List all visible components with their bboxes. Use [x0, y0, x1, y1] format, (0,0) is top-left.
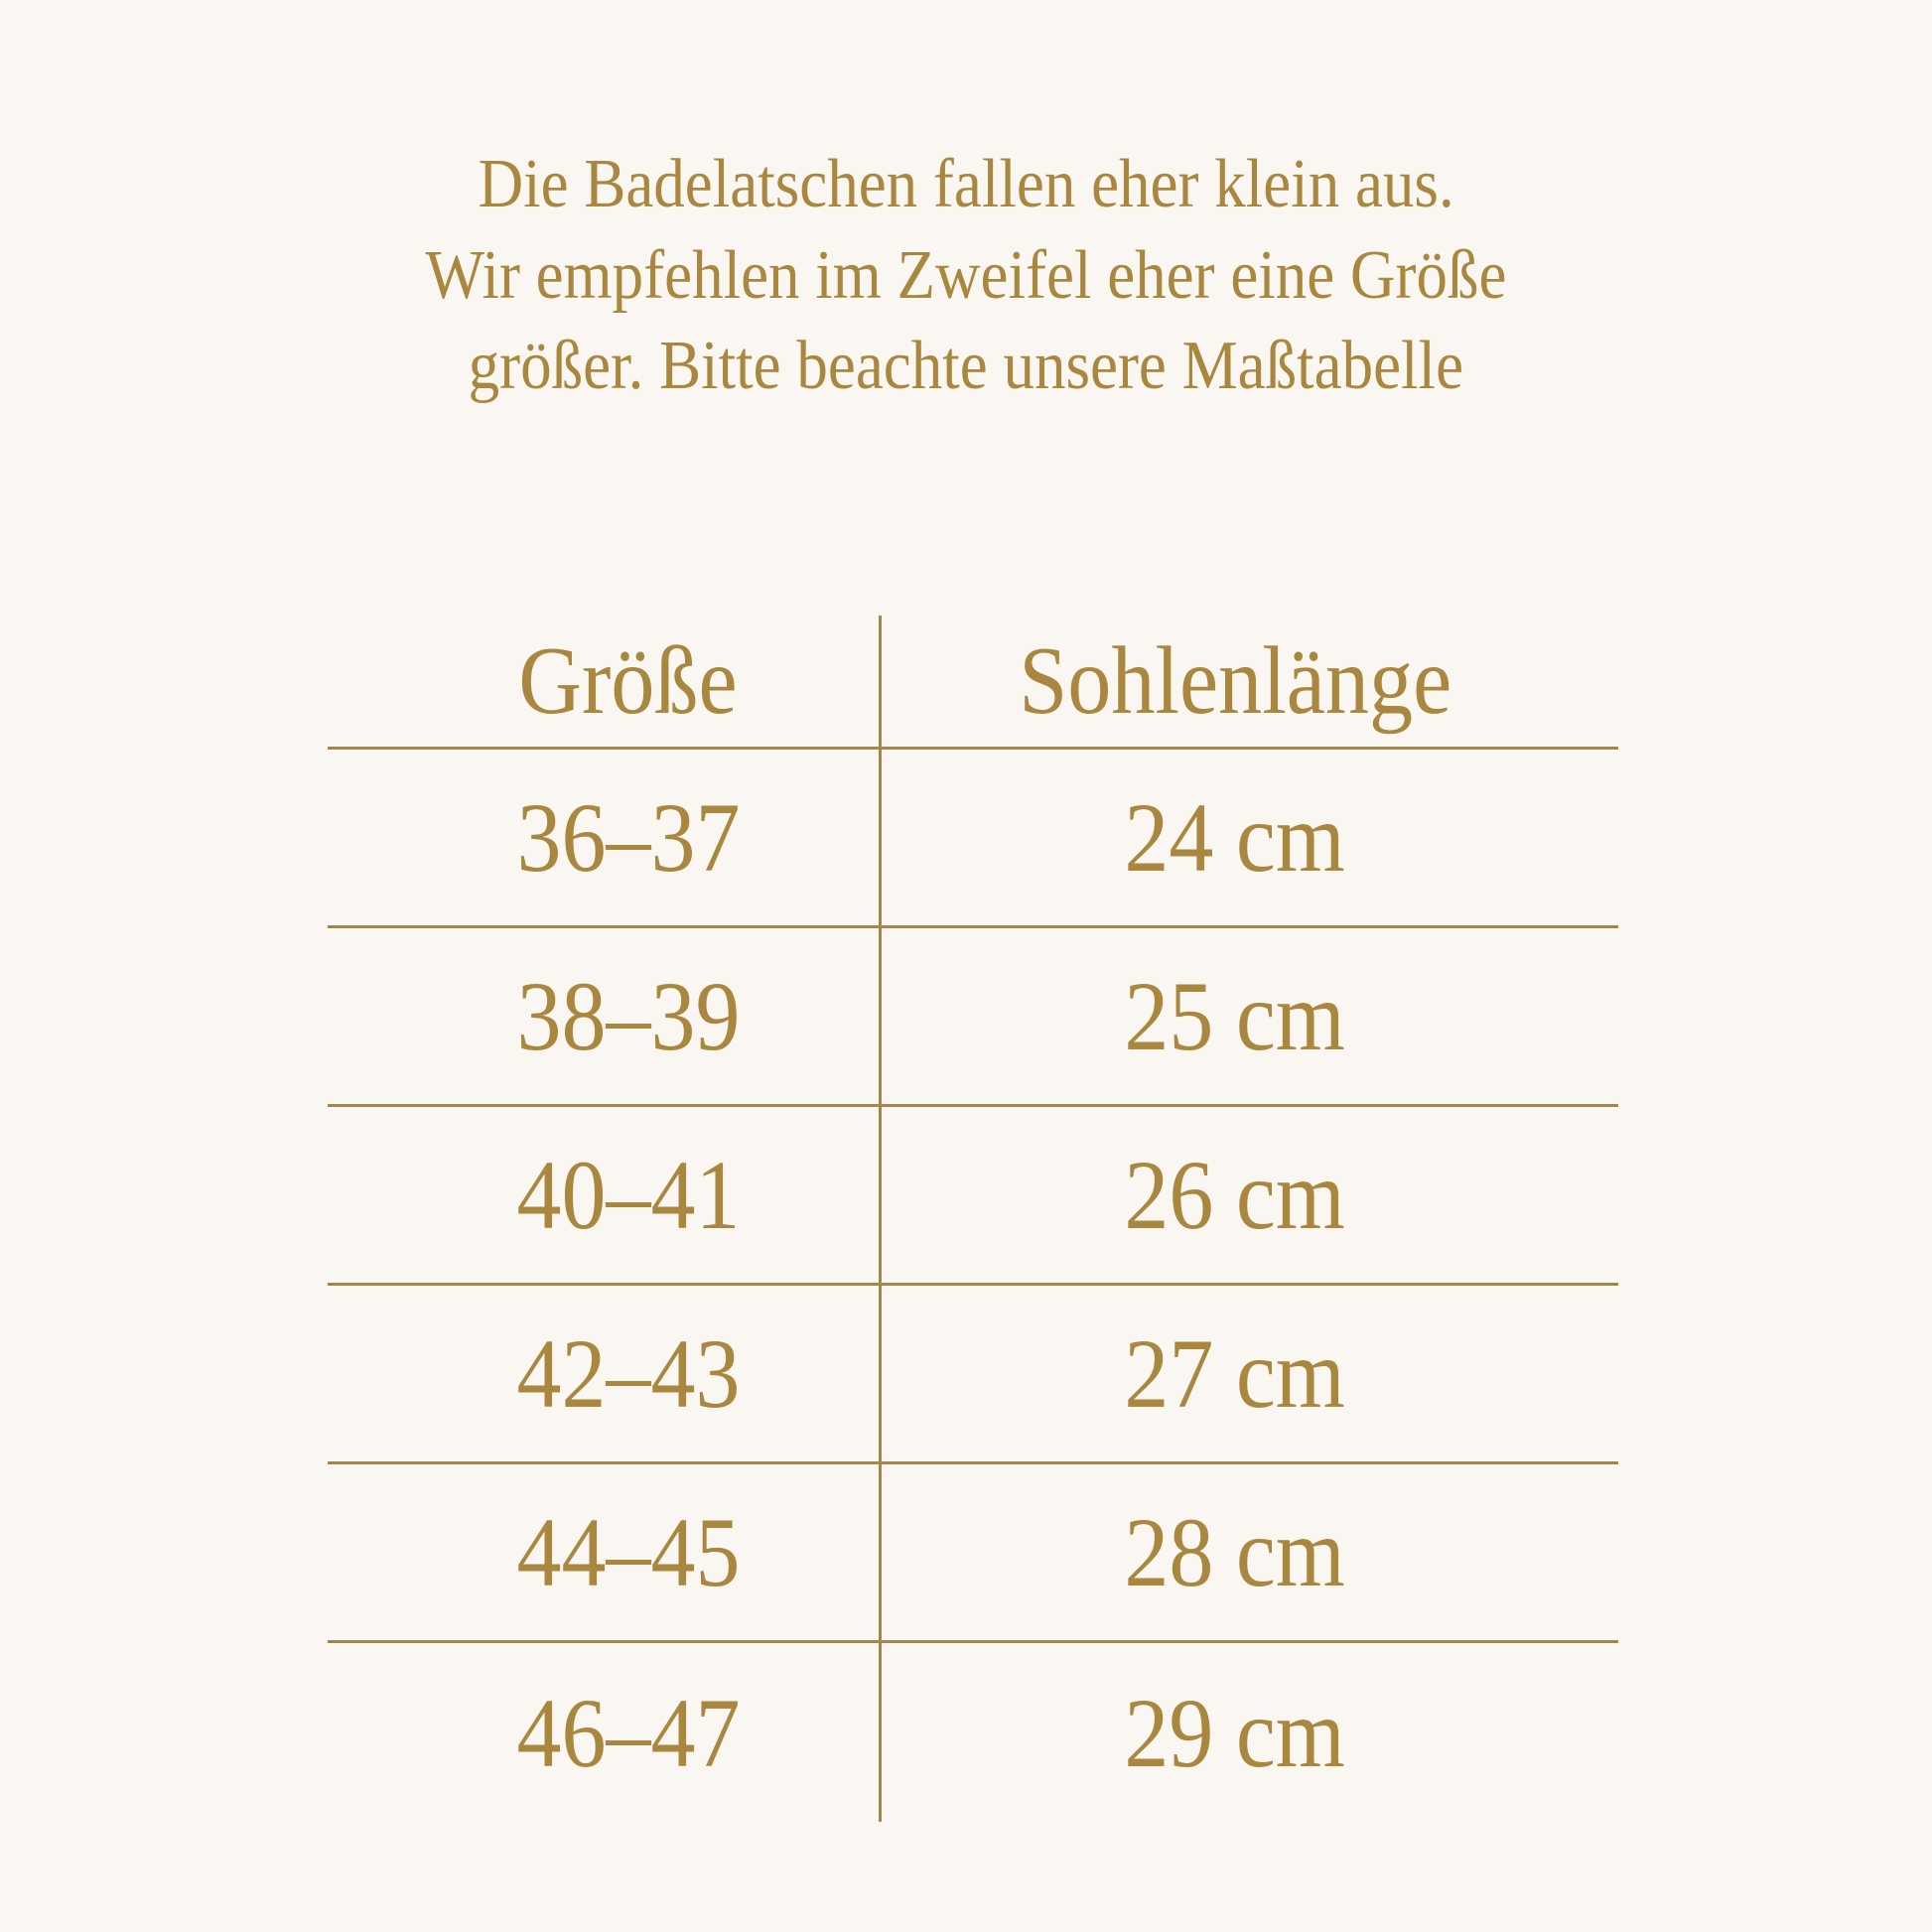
length-cell — [882, 1107, 1618, 1286]
intro-line-2 — [0, 230, 1932, 322]
length-cell — [882, 1464, 1618, 1643]
column-header-groesse — [328, 616, 882, 750]
size-value: 40–41 — [516, 1140, 740, 1250]
size-cell — [328, 928, 882, 1107]
size-table — [328, 616, 1618, 1822]
intro-line-1-text: Die Badelatschen fallen eher klein aus. — [478, 146, 1454, 222]
length-value: 24 cm — [1124, 782, 1346, 893]
length-value: 25 cm — [1124, 961, 1346, 1071]
intro-line-3-text: größer. Bitte beachte unsere Maßtabelle — [468, 328, 1464, 405]
length-value: 27 cm — [1124, 1318, 1346, 1429]
intro-line-1 — [0, 139, 1932, 230]
size-value: 36–37 — [516, 782, 740, 893]
length-cell — [882, 1643, 1618, 1822]
length-cell — [882, 1286, 1618, 1464]
length-value: 28 cm — [1124, 1497, 1346, 1607]
intro-text — [0, 0, 1932, 412]
size-value: 42–43 — [516, 1318, 740, 1429]
size-cell — [328, 1286, 882, 1464]
size-cell — [328, 1643, 882, 1822]
size-value: 44–45 — [516, 1497, 740, 1607]
intro-line-2-text: Wir empfehlen im Zweifel eher eine Größe — [425, 236, 1507, 314]
column-header-groesse-text: Größe — [518, 627, 738, 735]
intro-line-3 — [0, 321, 1932, 412]
column-header-sohlenlaenge — [882, 616, 1618, 750]
size-cell — [328, 750, 882, 928]
length-value: 26 cm — [1124, 1140, 1346, 1250]
size-cell — [328, 1107, 882, 1286]
size-value: 46–47 — [516, 1677, 740, 1788]
length-cell — [882, 750, 1618, 928]
size-value: 38–39 — [516, 961, 740, 1071]
size-cell — [328, 1464, 882, 1643]
length-cell — [882, 928, 1618, 1107]
column-header-sohlenlaenge-text: Sohlenlänge — [1018, 627, 1451, 735]
length-value: 29 cm — [1124, 1677, 1346, 1788]
